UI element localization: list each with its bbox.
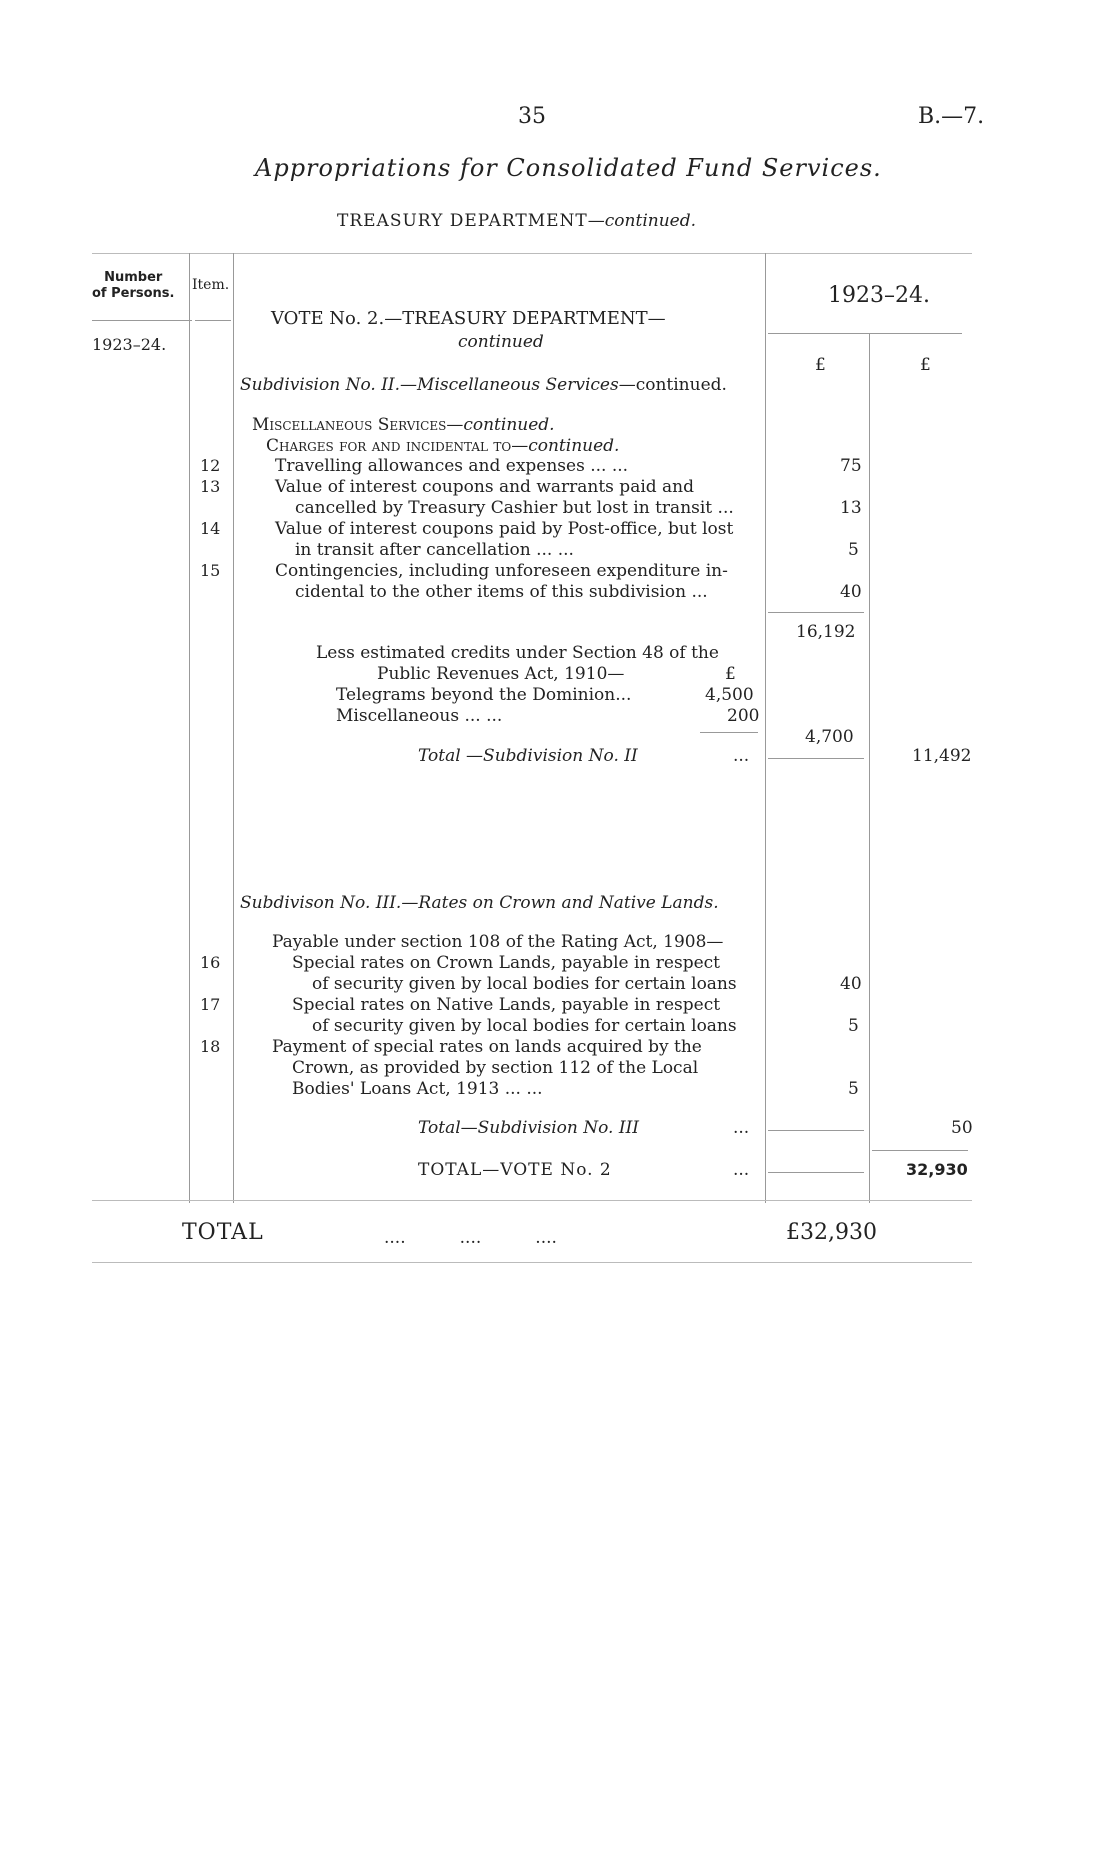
item-description: Travelling allowances and expenses ... ... — [275, 456, 629, 476]
department-title — [337, 211, 696, 231]
grand-total-label: TOTAL — [182, 1220, 264, 1245]
item-description-cont: Bodies' Loans Act, 1913 ... ... — [292, 1079, 543, 1099]
misc-services-heading — [252, 415, 555, 435]
item-description: Contingencies, including unforeseen expenditure in- — [275, 561, 728, 581]
vote-title: VOTE No. 2.—TREASURY DEPARTMENT— — [271, 308, 666, 329]
item-amount: 40 — [840, 974, 862, 994]
table-top-rule — [92, 253, 972, 254]
charges-heading — [266, 436, 619, 456]
vote-total-label: TOTAL—VOTE No. 2 — [418, 1160, 612, 1180]
header-rule-item — [195, 320, 231, 321]
grand-total-amount: £32,930 — [786, 1220, 877, 1245]
item-header: Item. — [192, 277, 230, 293]
subdivision-2-heading-suffix: continued. — [635, 375, 727, 395]
item-description-cont: cidental to the other items of this subdivision ... — [295, 582, 708, 602]
subtotal-rule — [768, 612, 864, 613]
department-name: TREASURY DEPARTMENT — [337, 211, 588, 231]
header-rule-persons — [92, 320, 192, 321]
credit-amount: 4,500 — [705, 685, 754, 705]
charges-suffix: continued. — [528, 436, 620, 456]
vote-total-rule-top — [872, 1150, 968, 1151]
grand-total-rule-bottom — [92, 1262, 972, 1263]
item-description: Special rates on Native Lands, payable in respect — [292, 995, 721, 1015]
credit-amount: 200 — [727, 706, 760, 726]
page-title: Appropriations for Consolidated Fund Services. — [255, 154, 882, 182]
credits-pound: £ — [725, 664, 736, 684]
item-amount: 5 — [848, 1016, 859, 1036]
item-amount: 5 — [848, 1079, 859, 1099]
vote-total-amount: 32,930 — [906, 1160, 968, 1179]
item-number: 18 — [200, 1037, 221, 1056]
credits-total: 4,700 — [805, 727, 854, 747]
year-header-left: 1923–24. — [92, 335, 167, 354]
item-number: 13 — [200, 477, 221, 496]
year-header-right: 1923–24. — [828, 283, 930, 308]
item-amount: 40 — [840, 582, 862, 602]
subdivision-2-total-dots: ... — [733, 746, 750, 766]
department-suffix: —continued. — [587, 211, 696, 231]
subdivision-2-heading — [240, 375, 727, 395]
pound-header-1: £ — [815, 355, 826, 375]
vote-continued: continued — [458, 332, 544, 352]
item-number: 16 — [200, 953, 221, 972]
grand-total-rule-top — [92, 1200, 972, 1201]
item-amount: 5 — [848, 540, 859, 560]
item-description-cont: cancelled by Treasury Cashier but lost in transit ... — [295, 498, 734, 518]
item-description-cont: Crown, as provided by section 112 of the Local — [292, 1058, 699, 1078]
credit-label: Telegrams beyond the Dominion... — [336, 685, 632, 705]
column-rule-4 — [869, 333, 870, 1203]
subdivision-2-total-rule — [768, 758, 864, 759]
item-description-cont: in transit after cancellation ... ... — [295, 540, 574, 560]
subdivision-3-intro: Payable under section 108 of the Rating Act, 1908— — [272, 932, 724, 952]
column-rule-2 — [233, 253, 234, 1203]
item-description: Value of interest coupons paid by Post-office, but lost — [275, 519, 734, 539]
item-amount: 13 — [840, 498, 862, 518]
grand-total-dots: .... .... .... — [384, 1228, 557, 1248]
item-number: 12 — [200, 456, 221, 475]
item-description: Special rates on Crown Lands, payable in respect — [292, 953, 720, 973]
column-rule-1 — [189, 253, 190, 1203]
header-rule-year — [768, 333, 962, 334]
subdivision-3-total-rule — [768, 1130, 864, 1131]
less-credits-line-2: Public Revenues Act, 1910— — [377, 664, 625, 684]
credits-rule — [700, 732, 758, 733]
subdivision-3-total: 50 — [951, 1118, 973, 1138]
item-number: 17 — [200, 995, 221, 1014]
subdivision-3-heading: Subdivison No. III.—Rates on Crown and Native Lands. — [240, 893, 719, 913]
page-number: 35 — [518, 104, 546, 129]
charges-text: Charges for and incidental to— — [266, 436, 529, 456]
item-description: Payment of special rates on lands acquired by the — [272, 1037, 702, 1057]
item-description: Value of interest coupons and warrants paid and — [275, 477, 695, 497]
subdivision-2-total-label: Total —Subdivision No. II — [418, 746, 638, 766]
vote-total-dots: ... — [733, 1160, 750, 1180]
misc-services-suffix: continued. — [463, 415, 555, 435]
item-description-cont: of security given by local bodies for certain loans — [312, 974, 737, 994]
number-of-persons-line-1: Number — [104, 270, 163, 285]
column-rule-3 — [765, 253, 766, 1203]
vote-total-rule — [768, 1172, 864, 1173]
pound-header-2: £ — [920, 355, 931, 375]
item-description-cont: of security given by local bodies for certain loans — [312, 1016, 737, 1036]
misc-services-text: Miscellaneous Services— — [252, 415, 464, 435]
item-number: 14 — [200, 519, 221, 538]
item-number: 15 — [200, 561, 221, 580]
number-of-persons-line-2: of Persons. — [92, 286, 175, 301]
subdivision-2-total: 11,492 — [912, 746, 972, 766]
item-amount: 75 — [840, 456, 862, 476]
subdivision-2-heading-text: Subdivision No. II.—Miscellaneous Services— — [240, 375, 636, 395]
number-of-persons-header — [92, 270, 174, 302]
document-reference: B.—7. — [918, 104, 985, 129]
subdivision-3-total-dots: ... — [733, 1118, 750, 1138]
less-credits-line-1: Less estimated credits under Section 48 of the — [316, 643, 719, 663]
gross-amount: 16,192 — [796, 622, 856, 642]
subdivision-3-total-label: Total—Subdivision No. III — [418, 1118, 640, 1138]
credit-label: Miscellaneous ... ... — [336, 706, 503, 726]
